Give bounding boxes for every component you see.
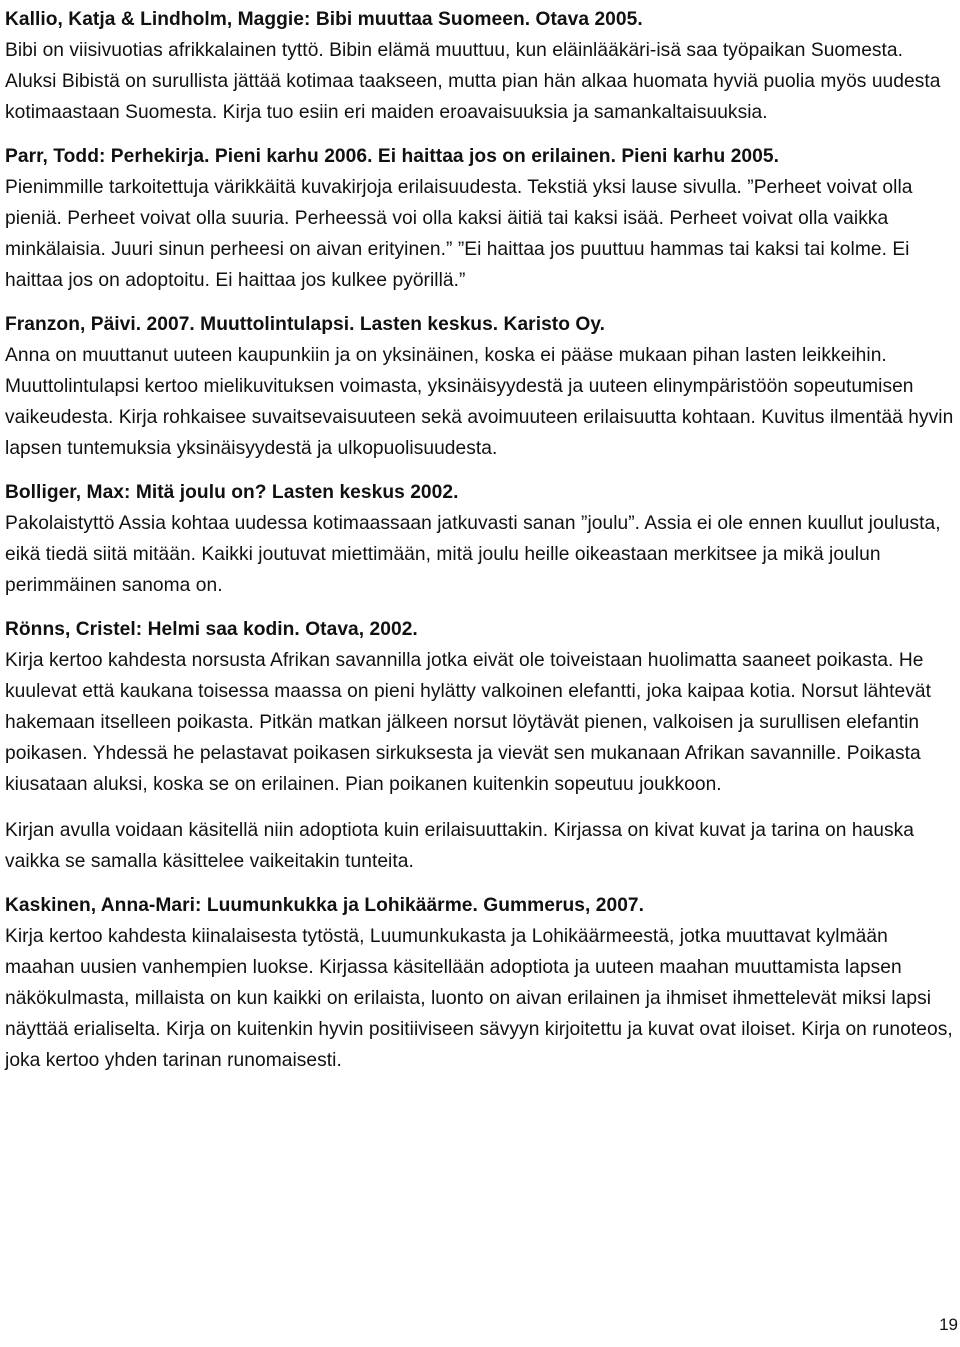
book-entry-kaskinen (5, 890, 955, 1076)
entry-description: Pienimmille tarkoitettuja värikkäitä kuvakirjoja erilaisuudesta. Tekstiä yksi lause sivulla. ”Perheet voivat olla pieniä. Perheet voivat olla suuria. Perheessä voi olla kaksi äitiä tai kaksi isää. Perheet voivat olla vaikka minkälaisia. Juuri sinun perheesi on aivan erityinen.” ”Ei haittaa jos puuttuu hammas tai kaksi tai kolme. Ei haittaa jos on adoptoitu. Ei haittaa jos kulkee pyörillä.” (5, 177, 913, 291)
entry-description-continued: Kirjan avulla voidaan käsitellä niin adoptiota kuin erilaisuuttakin. Kirjassa on kivat kuvat ja tarina on hauska vaikka se samalla käsittelee vaikeitakin tunteita. (5, 820, 914, 872)
entry-description: Bibi on viisivuotias afrikkalainen tyttö. Bibin elämä muuttuu, kun eläinlääkäri-isä saa työpaikan Suomesta. Aluksi Bibistä on surullista jättää kotimaa taakseen, mutta pian hän alkaa huomata hyviä puolia myös uudesta kotimaastaan Suomesta. Kirja tuo esiin eri maiden eroavaisuuksia ja samankaltaisuuksia. (5, 40, 941, 123)
book-entry-parr (5, 141, 955, 296)
document-page (5, 4, 955, 1089)
entry-title: Bolliger, Max: Mitä joulu on? Lasten keskus 2002. (5, 482, 459, 503)
entry-description: Kirja kertoo kahdesta kiinalaisesta tytöstä, Luumunkukasta ja Lohikäärmeestä, jotka muuttavat kylmään maahan uusien vanhempien luokse. Kirjassa käsitellään adoptiota ja uuteen maahan muuttamista lapsen näkökulmasta, millaista on kun kaikki on erilaista, luonto on aivan erilainen ja ihmiset ihmettelevät miksi lapsi näyttää erialiselta. Kirja on kuitenkin hyvin positiiviseen sävyyn kirjoitettu ja kuvat ovat iloiset. Kirja on runoteos, joka kertoo yhden tarinan runomaisesti. (5, 926, 953, 1071)
book-entry-franzon (5, 309, 955, 464)
entry-title: Kallio, Katja & Lindholm, Maggie: Bibi muuttaa Suomeen. Otava 2005. (5, 9, 643, 30)
entry-description: Anna on muuttanut uuteen kaupunkiin ja on yksinäinen, koska ei pääse mukaan pihan lasten leikkeihin. Muuttolintulapsi kertoo mielikuvituksen voimasta, yksinäisyydestä ja uuteen elinympäristöön sopeutumisen vaikeudesta. Kirja rohkaisee suvaitsevaisuuteen sekä avoimuuteen erilaisuutta kohtaan. Kuvitus ilmentää hyvin lapsen tuntemuksia yksinäisyydestä ja ulkopuolisuudesta. (5, 345, 954, 459)
entry-description: Pakolaistyttö Assia kohtaa uudessa kotimaassaan jatkuvasti sanan ”joulu”. Assia ei ole ennen kuullut joulusta, eikä tiedä siitä mitään. Kaikki joutuvat miettimään, mitä joulu heille oikeastaan merkitsee ja mikä joulun perimmäinen sanoma on. (5, 513, 941, 596)
entry-title: Franzon, Päivi. 2007. Muuttolintulapsi. Lasten keskus. Karisto Oy. (5, 314, 606, 335)
entry-title: Parr, Todd: Perhekirja. Pieni karhu 2006. Ei haittaa jos on erilainen. Pieni karhu 2005. (5, 146, 779, 167)
entry-title: Kaskinen, Anna-Mari: Luumunkukka ja Lohikäärme. Gummerus, 2007. (5, 895, 645, 916)
book-entry-bolliger (5, 477, 955, 601)
page-number: 19 (939, 1315, 958, 1334)
entry-title: Rönns, Cristel: Helmi saa kodin. Otava, 2002. (5, 619, 418, 640)
book-entry-kallio (5, 4, 955, 128)
book-entry-ronns (5, 614, 955, 877)
entry-description: Kirja kertoo kahdesta norsusta Afrikan savannilla jotka eivät ole toiveistaan huolimatta saaneet poikasta. He kuulevat että kaukana toisessa maassa on pieni hylätty valkoinen elefantti, joka kaipaa kotia. Norsut lähtevät hakemaan itselleen poikasta. Pitkän matkan jälkeen norsut löytävät pienen, valkoisen ja surullisen elefantin poikasen. Yhdessä he pelastavat poikasen sirkuksesta ja vievät sen mukanaan Afrikan savannille. Poikasta kiusataan aluksi, koska se on erilainen. Pian poikanen kuitenkin sopeutuu joukkoon. (5, 650, 931, 795)
